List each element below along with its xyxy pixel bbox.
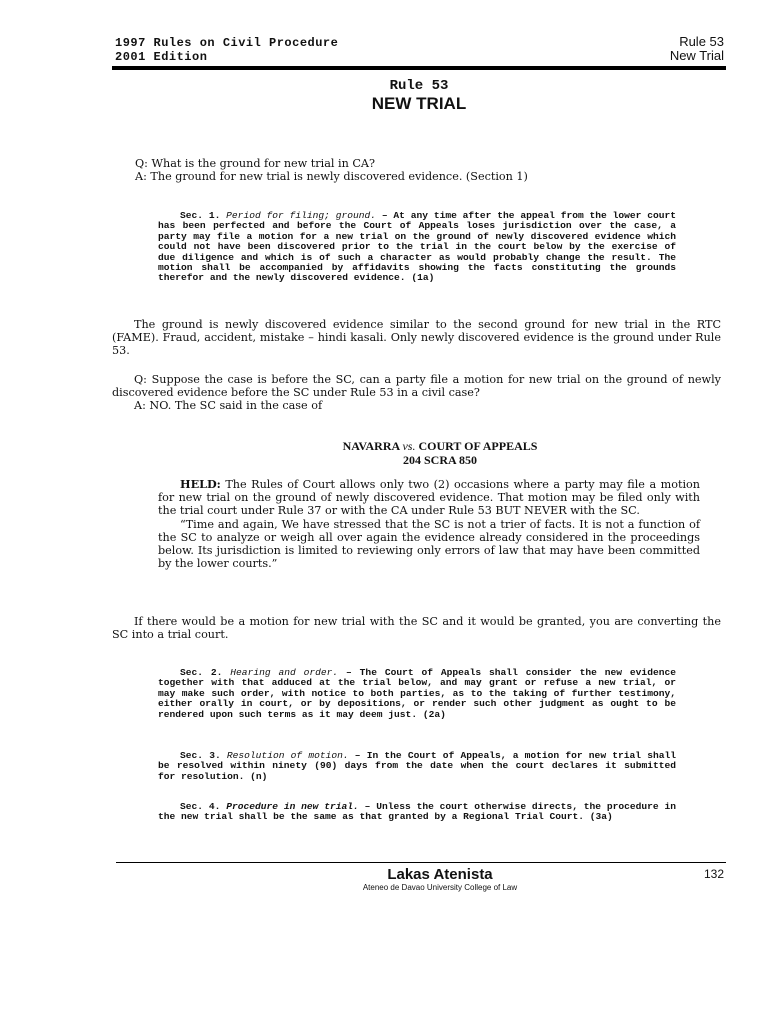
section-3 [158,751,676,782]
header-divider [112,66,726,70]
section-1 [158,211,676,284]
header-rule-line1: Rule 53 [679,34,724,49]
header-rule-ref [670,35,724,63]
held-paragraph [158,478,700,518]
paragraph-2-text: If there would be a motion for new trial with the SC and it would be granted, you are converting the SC into a trial court. [112,615,721,642]
case-party-1: NAVARRA [342,439,400,453]
qa-2 [112,373,721,413]
held-text: The Rules of Court allows only two (2) occasions where a party may file a motion for new trial on the ground of newly discovered evidence. That motion may be filed only with the trial court under Rule 37 or with the CA under Rule 53 BUT NEVER with the SC. [158,478,700,518]
answer-2 [112,399,721,412]
paragraph-1-text: The ground is newly discovered evidence similar to the second ground for new trial in the RTC (FAME). Fraud, accident, mistake – hindi kasali. Only newly discovered evidence is the ground under Rule 53. [112,318,721,358]
section-3-label: Sec. 3. [180,750,221,761]
section-2 [158,668,676,720]
section-4-heading: Procedure in new trial. [226,801,359,812]
section-4-label: Sec. 4. [180,801,221,812]
header-book-line2: 2001 Edition [115,50,208,64]
case-title [112,439,768,453]
section-2-label: Sec. 2. [180,667,223,678]
answer-1: A: The ground for new trial is newly discovered evidence. (Section 1) [135,170,528,184]
held-quote [158,518,700,571]
section-1-text: – At any time after the appeal from the lower court has been perfected and before the Court of Appeals loses jurisdiction over the case, a party may file a motion for a new trial on the ground of newly discovered evidence which could not have been discovered prior to the trial in the court below by the exercise of due diligence and which is of such a character as would probably change the result. The motion shall be accompanied by affidavits showing the facts constituting the grounds therefor and the newly discovered evidence. (1a) [158,210,676,284]
rule-number: Rule 53 [389,78,449,94]
section-2-text: – The Court of Appeals shall consider the new evidence together with that adduced at the trial below, and may grant or refuse a new trial, or may make such order, with notice to both parties, as to the taking of further testimony, either orally in court, or by depositions, or render such other judgment as ought to be rendered upon such terms as it may deem just. (2a) [158,667,676,720]
section-2-heading: Hearing and order. [230,667,339,678]
case-citation: 204 SCRA 850 [402,453,477,467]
header-book-line1: 1997 Rules on Civil Procedure [115,36,339,50]
footer-subtitle: Ateneo de Davao University College of Law [362,883,518,892]
paragraph-1 [112,318,721,358]
section-4-text: – Unless the court otherwise directs, the procedure in the new trial shall be the same as that granted by a Regional Trial Court. (3a) [158,801,677,823]
case-vs: vs. [402,439,416,453]
held-block [158,478,700,570]
paragraph-2 [112,615,721,641]
header-rule-line2: New Trial [669,48,724,63]
section-3-text: – In the Court of Appeals, a motion for new trial shall be resolved within ninety (90) days from the date when the court declares it submitted for resolution. (n) [158,750,676,782]
question-2-text: Q: Suppose the case is before the SC, can a party file a motion for new trial on the ground of newly discovered evidence before the SC under Rule 53 in a civil case? [112,373,721,400]
question-2 [112,373,721,399]
page-number: 132 [703,867,724,881]
section-1-heading: Period for filing; ground. [226,210,377,221]
answer-2-text: A: NO. The SC said in the case of [134,399,323,413]
section-3-heading: Resolution of motion. [226,750,349,761]
question-1: Q: What is the ground for new trial in CA? [135,157,375,170]
held-label: HELD: [180,477,221,491]
footer-divider [116,862,726,863]
case-party-2: COURT OF APPEALS [418,439,538,453]
section-4 [158,802,676,823]
qa-1 [135,157,725,183]
section-1-label: Sec. 1. [180,210,221,221]
page-title: NEW TRIAL [371,94,467,113]
held-quote-text: “Time and again, We have stressed that the SC is not a trier of facts. It is not a function of the SC to analyze or weigh all over again the evidence already considered in the proceedings below. Its jurisdiction is limited to reviewing only errors of law that may have been committed by the lower courts.” [158,517,700,571]
header-book-title [115,36,338,64]
footer-brand: Lakas Atenista [387,866,493,883]
